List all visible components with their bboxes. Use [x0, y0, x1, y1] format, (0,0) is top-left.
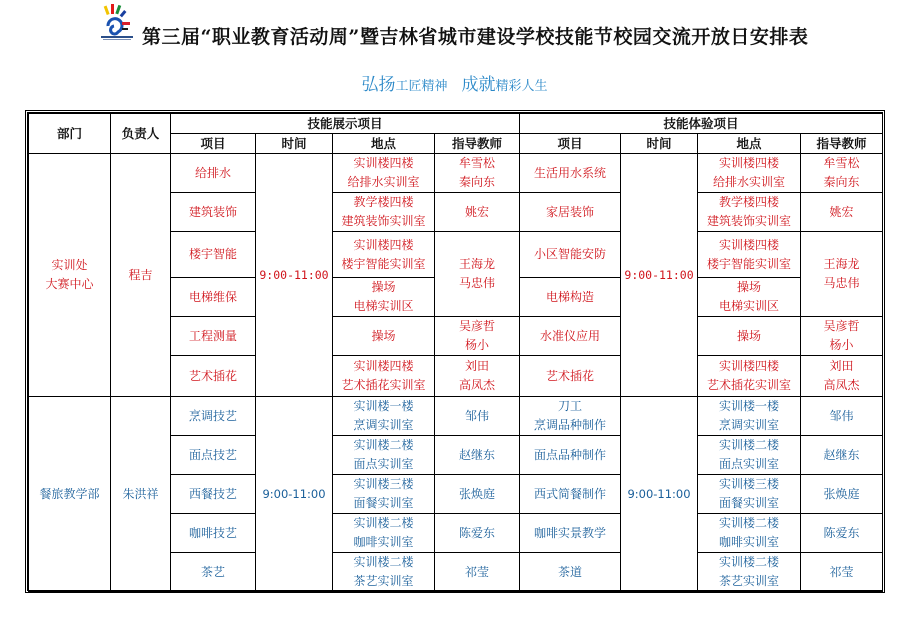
exp-place: 实训楼二楼 咖啡实训室: [698, 514, 801, 553]
exp-teacher: 姚宏: [801, 193, 883, 232]
exp-teacher: 祁莹: [801, 553, 883, 592]
show-time: 9:00-11:00: [256, 154, 333, 397]
show-teacher: 吴彦哲 杨小: [435, 317, 520, 356]
department-cell: 餐旅教学部: [29, 397, 111, 592]
show-place: 实训楼二楼 茶艺实训室: [333, 553, 435, 592]
show-teacher: 邹伟: [435, 397, 520, 436]
show-item: 电梯维保: [171, 278, 256, 317]
show-teacher: 王海龙 马忠伟: [435, 232, 520, 317]
slogan-part-2-big: 成就: [461, 75, 496, 95]
show-item: 艺术插花: [171, 356, 256, 397]
exp-place: 实训楼四楼 楼宇智能实训室: [698, 232, 801, 278]
exp-teacher: 邹伟: [801, 397, 883, 436]
exp-teacher: 牟雪松 秦向东: [801, 154, 883, 193]
show-item: 面点技艺: [171, 436, 256, 475]
exp-place: 实训楼四楼 艺术插花实训室: [698, 356, 801, 397]
department-cell: 实训处 大赛中心: [29, 154, 111, 397]
school-logo-icon: [98, 4, 136, 42]
schedule-table: [28, 113, 883, 592]
exp-item: 家居装饰: [520, 193, 621, 232]
header-show-time: 时间: [256, 134, 333, 154]
slogan: [0, 70, 909, 95]
exp-place: 实训楼二楼 面点实训室: [698, 436, 801, 475]
exp-item: 咖啡实景教学: [520, 514, 621, 553]
show-item: 咖啡技艺: [171, 514, 256, 553]
show-place: 操场 电梯实训区: [333, 278, 435, 317]
exp-item: 西式简餐制作: [520, 475, 621, 514]
exp-item: 面点品种制作: [520, 436, 621, 475]
exp-place: 实训楼三楼 面餐实训室: [698, 475, 801, 514]
exp-teacher: 陈爱东: [801, 514, 883, 553]
exp-teacher: 张焕庭: [801, 475, 883, 514]
header-exp-time: 时间: [621, 134, 698, 154]
section-training-dept: [29, 154, 883, 397]
exp-place: 实训楼二楼 茶艺实训室: [698, 553, 801, 592]
table-row: [29, 397, 883, 436]
show-teacher: 张焕庭: [435, 475, 520, 514]
slogan-part-2-small: 精彩人生: [495, 79, 548, 94]
exp-teacher: 赵继东: [801, 436, 883, 475]
show-place: 实训楼三楼 面餐实训室: [333, 475, 435, 514]
show-teacher: 刘田 高凤杰: [435, 356, 520, 397]
show-place: 教学楼四楼 建筑装饰实训室: [333, 193, 435, 232]
exp-time: 9:00-11:00: [621, 154, 698, 397]
exp-item: 生活用水系统: [520, 154, 621, 193]
show-teacher: 赵继东: [435, 436, 520, 475]
table-row: [29, 154, 883, 193]
exp-teacher: 吴彦哲 杨小: [801, 317, 883, 356]
header-show-item: 项目: [171, 134, 256, 154]
owner-cell: 程吉: [111, 154, 171, 397]
show-item: 工程测量: [171, 317, 256, 356]
show-teacher: 牟雪松 秦向东: [435, 154, 520, 193]
header-exp-item: 项目: [520, 134, 621, 154]
show-time: 9:00-11:00: [256, 397, 333, 592]
header-owner: 负责人: [111, 114, 171, 154]
show-item: 西餐技艺: [171, 475, 256, 514]
owner-cell: 朱洪祥: [111, 397, 171, 592]
exp-teacher: 王海龙 马忠伟: [801, 232, 883, 317]
exp-item: 刀工 烹调品种制作: [520, 397, 621, 436]
show-item: 给排水: [171, 154, 256, 193]
show-place: 实训楼二楼 咖啡实训室: [333, 514, 435, 553]
show-item: 建筑装饰: [171, 193, 256, 232]
exp-place: 操场 电梯实训区: [698, 278, 801, 317]
exp-item: 小区智能安防: [520, 232, 621, 278]
header-department: 部门: [29, 114, 111, 154]
header-show-teacher: 指导教师: [435, 134, 520, 154]
exp-place: 实训楼一楼 烹调实训室: [698, 397, 801, 436]
exp-teacher: 刘田 高凤杰: [801, 356, 883, 397]
section-catering-dept: [29, 397, 883, 592]
show-item: 茶艺: [171, 553, 256, 592]
exp-item: 茶道: [520, 553, 621, 592]
show-place: 实训楼二楼 面点实训室: [333, 436, 435, 475]
show-place: 实训楼四楼 给排水实训室: [333, 154, 435, 193]
exp-place: 教学楼四楼 建筑装饰实训室: [698, 193, 801, 232]
show-place: 实训楼四楼 艺术插花实训室: [333, 356, 435, 397]
header-exp-place: 地点: [698, 134, 801, 154]
show-place: 实训楼一楼 烹调实训室: [333, 397, 435, 436]
show-item: 楼宇智能: [171, 232, 256, 278]
show-place: 实训楼四楼 楼宇智能实训室: [333, 232, 435, 278]
exp-item: 艺术插花: [520, 356, 621, 397]
header-exp-teacher: 指导教师: [801, 134, 883, 154]
show-teacher: 陈爱东: [435, 514, 520, 553]
exp-place: 操场: [698, 317, 801, 356]
show-teacher: 姚宏: [435, 193, 520, 232]
show-place: 操场: [333, 317, 435, 356]
slogan-part-1-big: 弘扬: [361, 75, 396, 95]
exp-place: 实训楼四楼 给排水实训室: [698, 154, 801, 193]
header-show-place: 地点: [333, 134, 435, 154]
exp-time: 9:00-11:00: [621, 397, 698, 592]
show-item: 烹调技艺: [171, 397, 256, 436]
page-title: 第三届“职业教育活动周”暨吉林省城市建设学校技能节校园交流开放日安排表: [142, 26, 809, 48]
exp-item: 电梯构造: [520, 278, 621, 317]
header-skill-experience-group: 技能体验项目: [520, 114, 883, 134]
show-teacher: 祁莹: [435, 553, 520, 592]
slogan-part-1-small: 工匠精神: [395, 79, 448, 94]
exp-item: 水准仪应用: [520, 317, 621, 356]
header-skill-show-group: 技能展示项目: [171, 114, 520, 134]
